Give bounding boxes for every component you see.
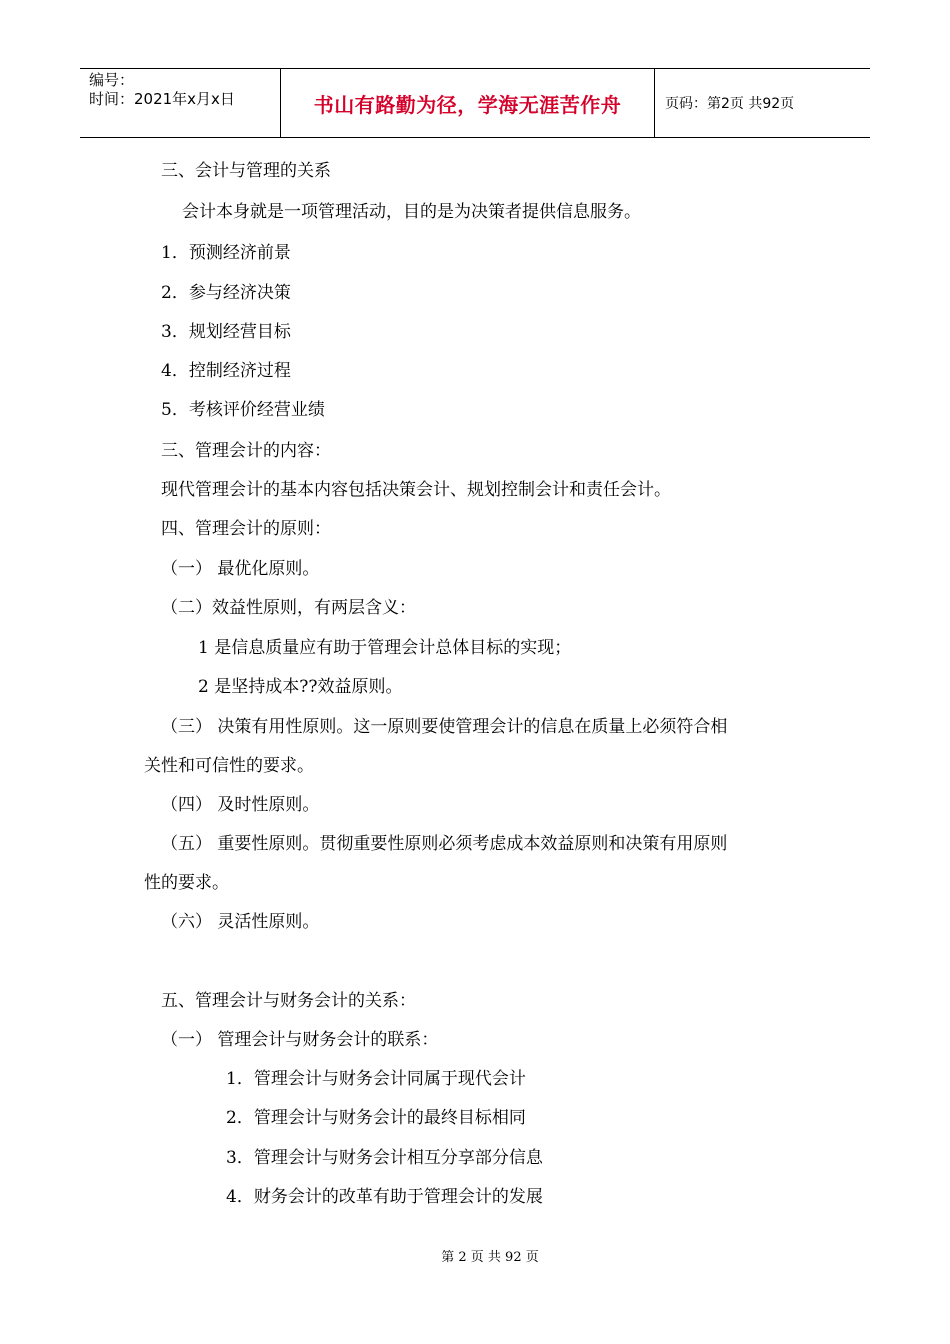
section-heading: 五、管理会计与财务会计的关系： <box>161 991 416 1011</box>
section-heading: 四、管理会计的原则： <box>161 519 331 539</box>
list-item: （五） 重要性原则。贯彻重要性原则必须考虑成本效益原则和决策有用原则 <box>161 834 728 854</box>
sub-list-item: 2 是坚持成本??效益原则。 <box>198 677 403 697</box>
list-item: （一） 最优化原则。 <box>161 559 320 579</box>
header-page-info: 页码：第2页 共92页 <box>665 96 795 112</box>
list-item: （一） 管理会计与财务会计的联系： <box>161 1030 439 1050</box>
list-item: （二）效益性原则，有两层含义： <box>161 598 416 618</box>
header-meta <box>80 69 281 137</box>
list-item: 2．参与经济决策 <box>161 283 291 303</box>
sub-list-item: 1．管理会计与财务会计同属于现代会计 <box>226 1069 526 1089</box>
section-heading: 三、会计与管理的关系 <box>161 161 331 181</box>
sub-list-item: 4．财务会计的改革有助于管理会计的发展 <box>226 1187 543 1207</box>
list-item: （四） 及时性原则。 <box>161 795 320 815</box>
list-item: （六） 灵活性原则。 <box>161 912 320 932</box>
document-time-label: 时间：2021年x月x日 <box>89 90 235 108</box>
paragraph-continuation: 关性和可信性的要求。 <box>144 756 314 776</box>
list-item: 4．控制经济过程 <box>161 361 291 381</box>
document-number-label: 编号： <box>89 71 135 89</box>
section-heading: 三、管理会计的内容： <box>161 441 331 461</box>
paragraph: 现代管理会计的基本内容包括决策会计、规划控制会计和责任会计。 <box>161 480 671 500</box>
sub-list-item: 2．管理会计与财务会计的最终目标相同 <box>226 1108 526 1128</box>
sub-list-item: 3．管理会计与财务会计相互分享部分信息 <box>226 1148 543 1168</box>
sub-list-item: 1 是信息质量应有助于管理会计总体目标的实现； <box>198 638 572 658</box>
paragraph: 会计本身就是一项管理活动，目的是为决策者提供信息服务。 <box>182 202 641 222</box>
paragraph-continuation: 性的要求。 <box>144 873 229 893</box>
page-footer: 第 2 页 共 92 页 <box>441 1250 539 1265</box>
list-item: （三） 决策有用性原则。这一原则要使管理会计的信息在质量上必须符合相 <box>161 717 728 737</box>
document-header <box>80 68 870 138</box>
list-item: 3．规划经营目标 <box>161 322 291 342</box>
list-item: 1．预测经济前景 <box>161 243 291 263</box>
list-item: 5．考核评价经营业绩 <box>161 400 325 420</box>
header-motto: 书山有路勤为径，学海无涯苦作舟 <box>281 69 655 137</box>
